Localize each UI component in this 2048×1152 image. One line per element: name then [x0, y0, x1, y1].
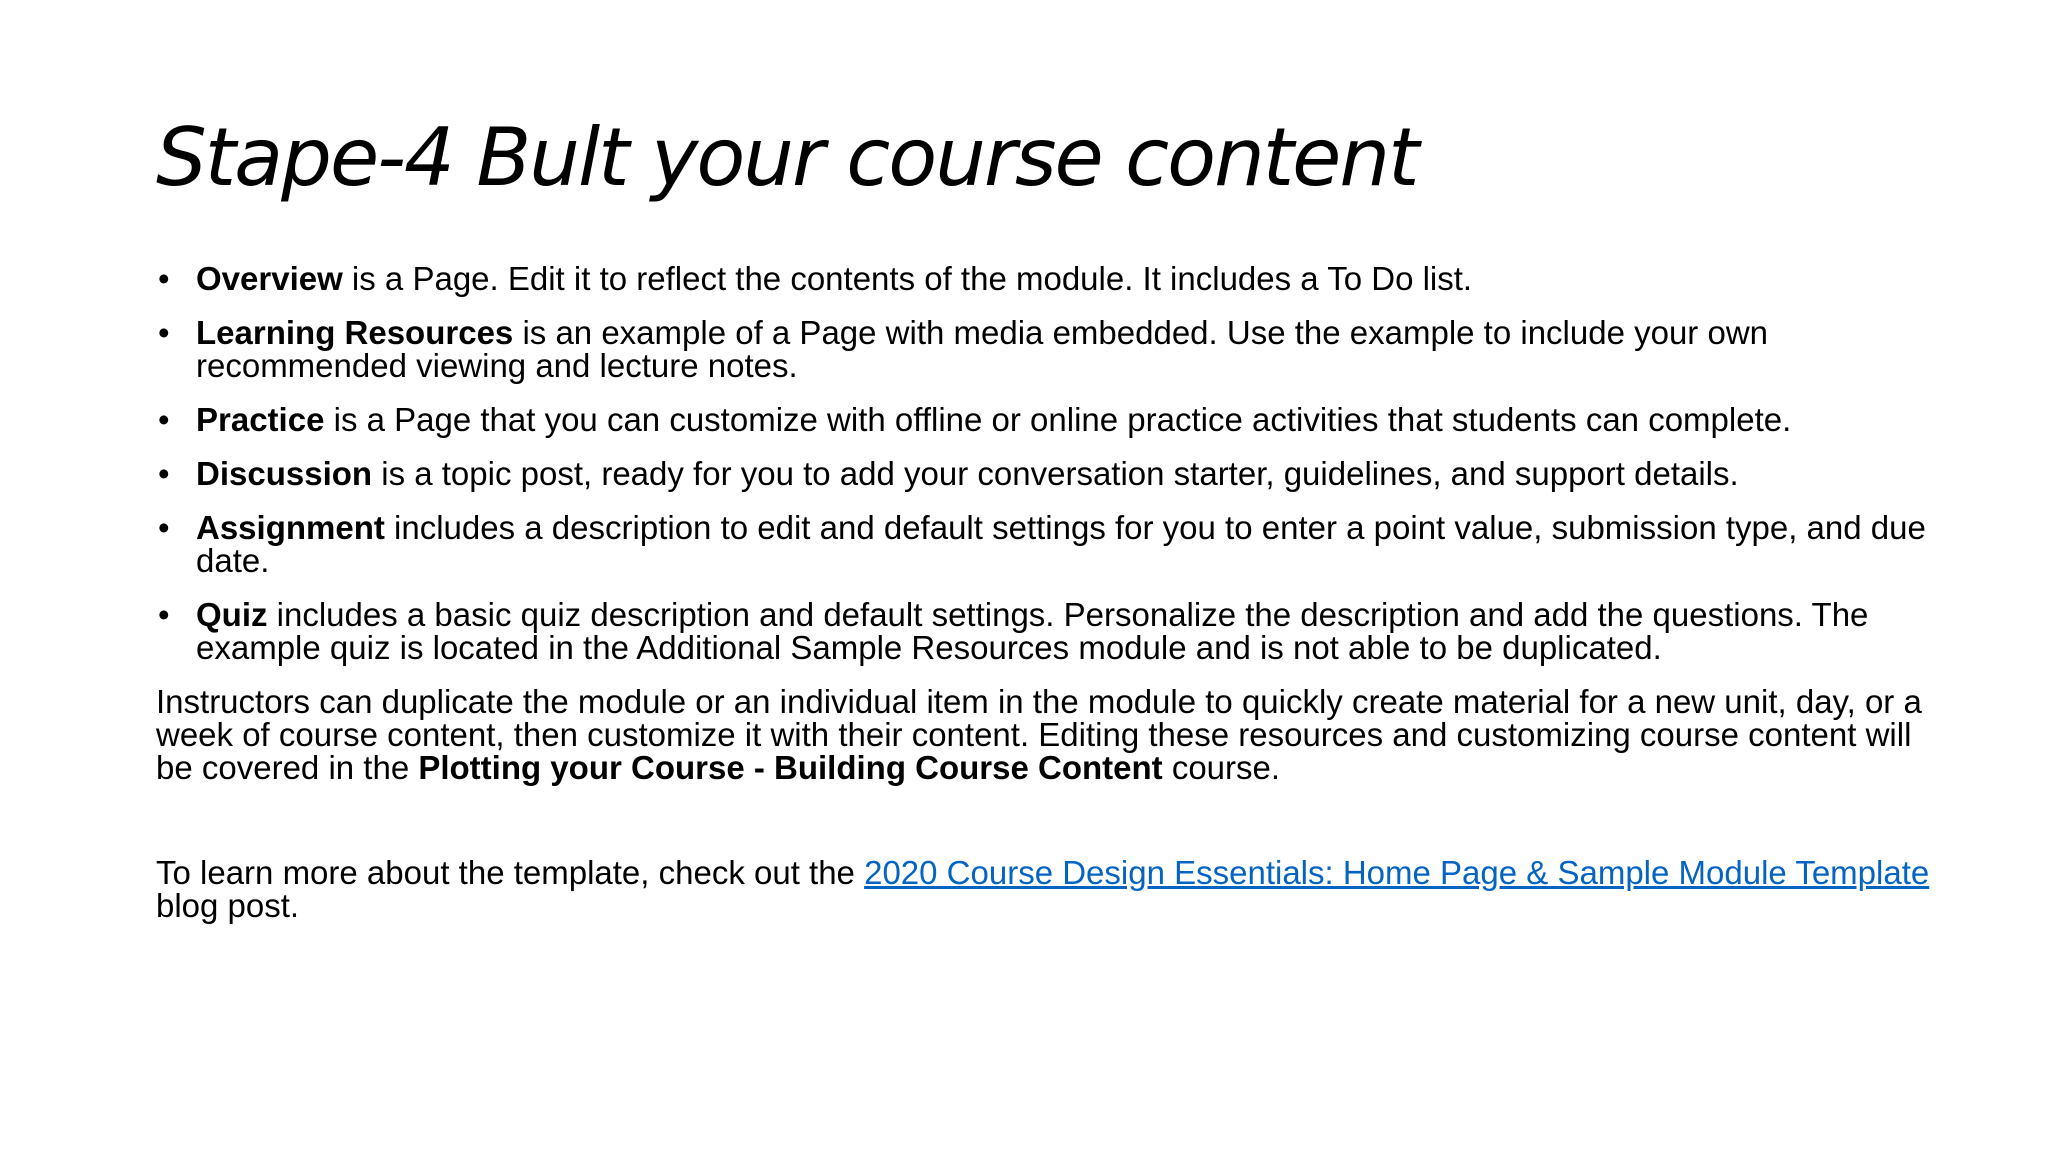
- bullet-term: Quiz: [196, 596, 268, 633]
- bullet-learning-resources: [156, 316, 1956, 382]
- bullet-dot: •: [158, 596, 170, 633]
- learn-more-text-before: To learn more about the template, check out the: [156, 854, 865, 891]
- bullet-practice: [156, 403, 1956, 436]
- instructors-text-after: course.: [1162, 749, 1281, 786]
- bullet-term: Practice: [196, 401, 325, 438]
- bullet-text: is a Page that you can customize with offline or online practice activities that students can complete.: [324, 401, 1792, 438]
- bullet-term: Learning Resources: [196, 314, 514, 351]
- bullet-term: Discussion: [196, 455, 373, 492]
- bullet-quiz: [156, 598, 1956, 664]
- blog-post-link[interactable]: 2020 Course Design Essentials: Home Page & Sample Module Template: [864, 854, 1930, 891]
- instructors-paragraph: [156, 685, 1956, 784]
- course-name: Plotting your Course - Building Course Content: [418, 749, 1163, 786]
- bullet-dot: •: [158, 401, 170, 438]
- learn-more-text-after: blog post.: [156, 887, 300, 924]
- bullet-overview: [156, 262, 1956, 295]
- bullet-text: is a topic post, ready for you to add your conversation starter, guidelines, and support details.: [372, 455, 1739, 492]
- instructors-text-before: Instructors can duplicate the module or an individual item in the module to quickly create material for a new unit, day, or a week of course content, then customize it with their content. Editing these resources and customizing course content will be covered in the: [156, 683, 1922, 786]
- bullet-dot: •: [158, 509, 170, 546]
- bullet-discussion: [156, 457, 1956, 490]
- bullet-text: is a Page. Edit it to reflect the contents of the module. It includes a To Do list.: [342, 260, 1473, 297]
- slide-body: [156, 262, 1956, 922]
- bullet-text: includes a basic quiz description and default settings. Personalize the description and add the questions. The example quiz is located in the Additional Sample Resources module and is not able to be duplicated.: [196, 596, 1869, 666]
- bullet-dot: •: [158, 260, 170, 297]
- bullet-term: Assignment: [196, 509, 385, 546]
- learn-more-paragraph: [156, 856, 1956, 922]
- slide-title: Stape-4 Bult your course content: [156, 111, 1418, 204]
- bullet-assignment: [156, 511, 1956, 577]
- bullet-text: is an example of a Page with media embedded. Use the example to include your own recommended viewing and lecture notes.: [196, 314, 1769, 384]
- bullet-list: [156, 262, 1956, 664]
- bullet-term: Overview: [196, 260, 343, 297]
- bullet-dot: •: [158, 314, 170, 351]
- bullet-text: includes a description to edit and default settings for you to enter a point value, submission type, and due date.: [196, 509, 1926, 579]
- bullet-dot: •: [158, 455, 170, 492]
